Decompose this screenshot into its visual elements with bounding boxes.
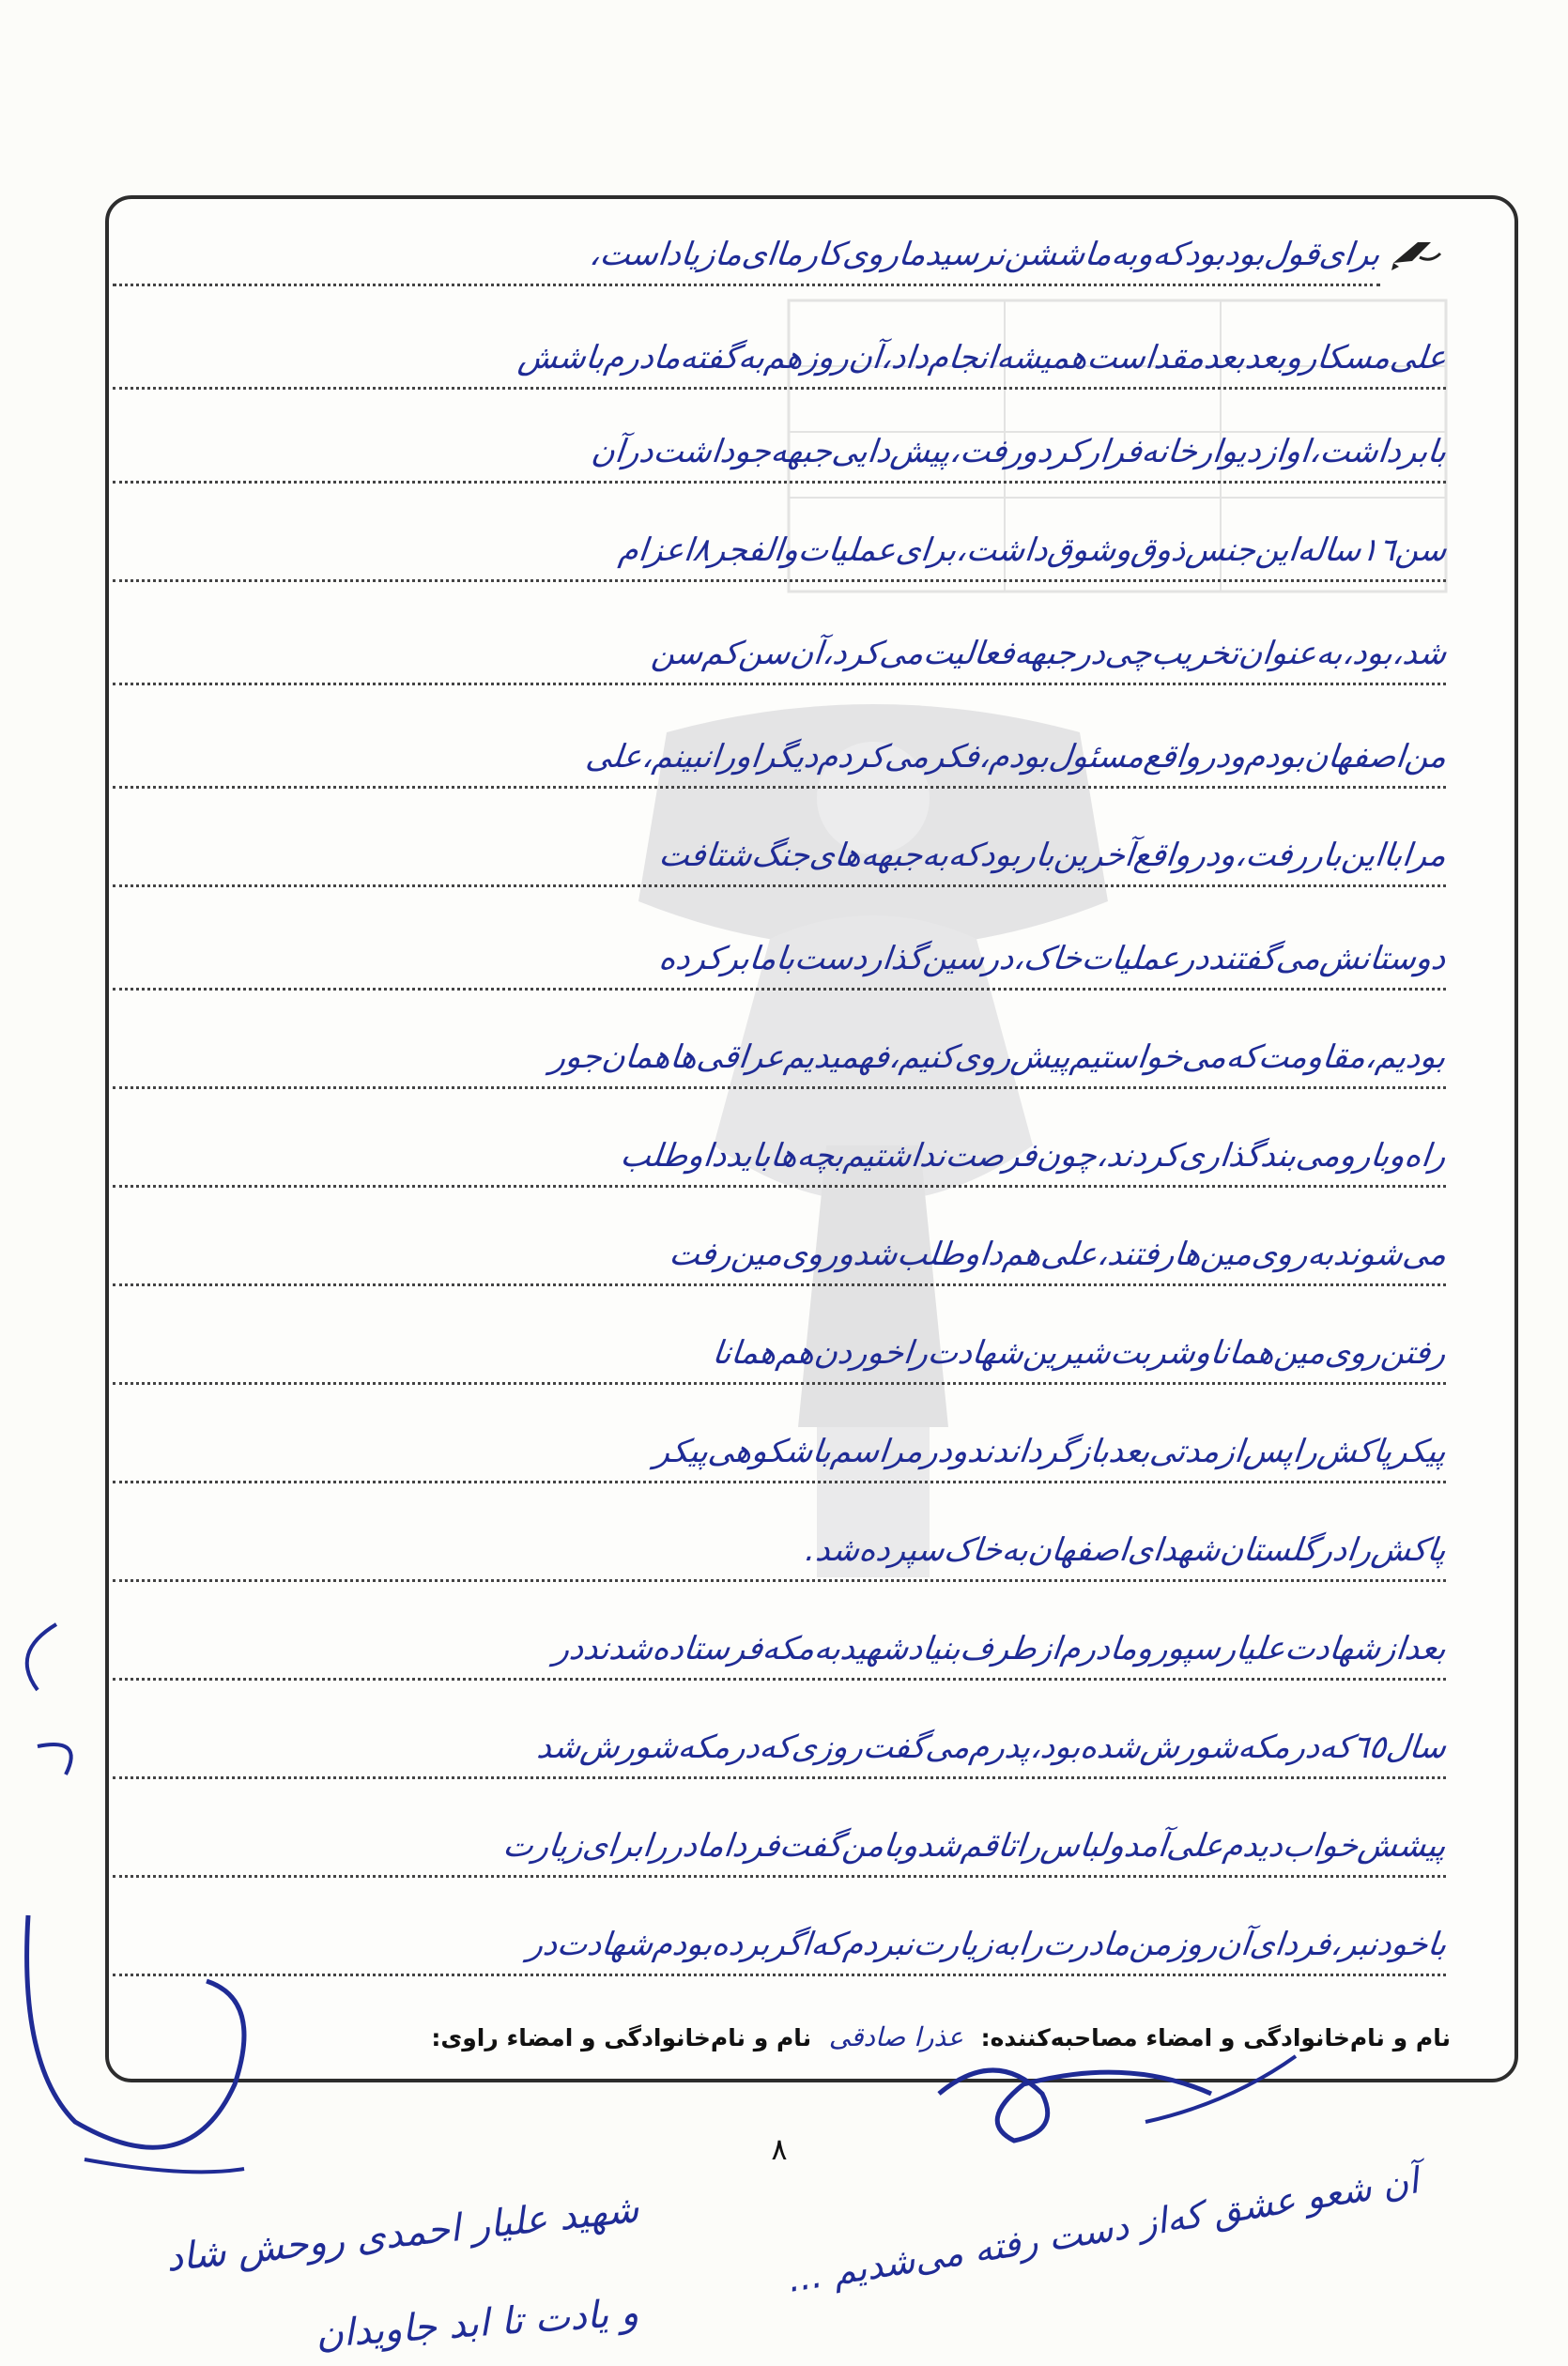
interviewer-label: نام و نام‌خانوادگی و امضاء مصاحبه‌کننده: [980,2024,1451,2051]
margin-note-bottom-left-1: شهید علیار احمدی روحش شاد [163,2188,641,2281]
page-number: ۸ [771,2131,788,2167]
margin-note-bottom-right: آن شعو عشق که‌از دست رفته ‌می‌شدیم ... [785,2159,1422,2300]
handwritten-line-1: برای‌قول‌بود‌بود‌که‌و‌به‌ما‌ششن‌نرسید‌ما‌روی‌کار‌ما‌ای‌ما‌زیاد‌است‌، [113,230,1380,296]
handwritten-line-5: شد‌،‌بود‌،‌به‌عنوان‌تخریب‌چی‌در‌جبهه‌فعالیت‌می‌کرد‌،‌آن‌سن‌کم‌سن [113,629,1446,695]
margin-note-bottom-left-2: و یادت تا ابد جاویدان [314,2291,640,2357]
handwritten-line-2: علی‌مسکار‌و‌بعد‌بعد‌مقدا‌ست‌همیشه‌انجام‌داد‌،‌آن‌روز‌هم‌به‌گفته‌مادرم‌با‌شش [113,333,1446,399]
handwritten-line-11: می‌شوند‌به‌روی‌مین‌ها‌رفتند‌،‌علی‌هم‌داوطلب‌شد‌و‌روی‌مین‌رفت [113,1230,1446,1296]
interviewer-name: عذرا صادقی [828,2021,963,2052]
signature-footer [141,2009,1451,2066]
narrator-label: نام و نام‌خانوادگی و امضاء راوی: [431,2024,812,2051]
handwritten-line-9: بودیم‌،‌مقاومت‌که‌می‌خواستیم‌پیش‌روی‌کنیم‌،‌فهمیدیم‌عراقی‌ها‌همان‌جور [113,1033,1446,1098]
handwritten-line-3: با‌بر‌داشت‌،‌او‌از‌دیوار‌خانه‌فرار‌کرد‌و‌رفت‌،‌پیش‌دایی‌جبهه‌جو‌داشت‌در‌آن [113,427,1446,493]
handwritten-line-16: سال‌٦٥‌که‌در‌مکه‌شورش‌شده‌بود‌،‌پدرم‌می‌گفت‌روزی‌که‌در‌مکه‌شورش‌شد [113,1723,1446,1789]
handwritten-line-18: با‌خود‌نبر‌،‌فردای‌آن‌روز‌من‌مادرت‌را‌به‌زیارت‌نبردم‌که‌اگر‌برده‌بودم‌شهادت‌در [113,1920,1446,1986]
handwritten-line-7: مرا‌با‌این‌با‌ر‌رفت‌،‌و‌در‌واقع‌آخرین‌بار‌بود‌که‌به‌جبهه‌های‌جنگ‌شتافت [113,831,1446,897]
handwritten-line-14: پاکش‌را‌در‌گلستان‌شهدای‌اصفهان‌به‌خاک‌سپرده‌شد‌. [113,1526,1446,1591]
handwritten-line-15: بعد‌از‌شهادت‌علیار‌سپور‌و‌مادرم‌از‌طرف‌بنیاد‌شهید‌به‌مکه‌فرستاده‌شدند‌در [113,1624,1446,1690]
handwritten-line-10: راه‌و‌با‌ر‌و‌می‌بند‌گذاری‌کردند‌،‌چون‌فرصت‌نداشتیم‌بچه‌ها‌با‌ید‌داوطلب [113,1131,1446,1197]
handwritten-line-8: دوستانش‌می‌گفتند‌در‌عملیات‌خاک‌،‌در‌سین‌گذار‌دست‌با‌ما‌بر‌کرده [113,934,1446,1000]
handwritten-line-6: من‌اصفهان‌بودم‌و‌در‌واقع‌مسئول‌بودم‌،‌فکر‌می‌کردم‌دیگر‌او‌را‌نبینم‌،‌علی [113,732,1446,798]
handwritten-line-13: پیکر‌پاکش‌را‌پس‌از‌مدتی‌بعد‌بازگرداندند‌و‌در‌مراسم‌با‌شکوهی‌پیکر [113,1427,1446,1493]
handwritten-line-17: پیشش‌خواب‌دیدم‌علی‌آمد‌و‌لباس‌را‌تا‌قم‌شد‌و‌با‌من‌گفت‌فردا‌مادر‌را‌برای‌زیارت [113,1821,1446,1887]
handwritten-line-12: رفتن‌روی‌مین‌همانا‌و‌شربت‌شیرین‌شهادت‌را‌خوردن‌هم‌همانا [113,1329,1446,1394]
handwritten-line-4: سن‌١٦‌ساله‌این‌جنس‌ذوق‌و‌شوق‌داشت‌،‌برای‌عملیات‌والفجر‌٨‌اعزام [113,526,1446,592]
